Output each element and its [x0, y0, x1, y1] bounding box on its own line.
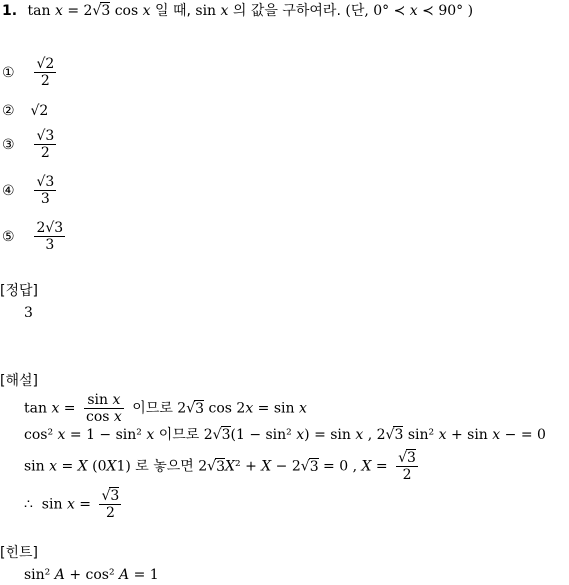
- explanation-line-3: sin x = X (0X1) 로 놓으면 2√3X² + X − 2√3 = 0 , X = $\frac{√3}{2}$: [24, 450, 416, 483]
- choice-4-denominator: 3: [40, 191, 50, 207]
- choice-4[interactable]: [2, 174, 60, 207]
- answer-label: [정답]: [0, 283, 38, 299]
- choice-4-numerator: √3: [36, 174, 55, 190]
- explanation-fraction-sin-cos: $\frac{\text{sin x}}{\text{cos x}}$: [86, 392, 122, 425]
- question-number: 1.: [2, 3, 18, 19]
- hint-label: [힌트]: [0, 545, 38, 561]
- explanation-fraction-final: $\frac{√3}{2}$: [101, 488, 120, 521]
- choice-5-mark: ⑤: [2, 228, 15, 245]
- choice-1-fraction: [34, 56, 56, 89]
- choice-3-fraction: [34, 128, 56, 161]
- choice-3-numerator: √3: [36, 128, 55, 144]
- explanation-fraction-x: $\frac{√3}{2}$: [398, 450, 416, 483]
- choice-5-fraction: [34, 220, 65, 253]
- explanation-line-2: cos² x = 1 − sin² x 이므로 2√3(1 − sin² x) = sin x , 2√3 sin² x + sin x − = 0: [24, 427, 546, 443]
- hint-text: sin² A + cos² A = 1: [24, 567, 159, 583]
- choice-1-numerator: √2: [36, 56, 55, 72]
- choice-1-denominator: 2: [40, 73, 50, 89]
- choice-1[interactable]: [2, 56, 60, 89]
- choice-2-mark: ②: [2, 103, 15, 119]
- question-stem: [2, 2, 473, 20]
- answer-value: 3: [24, 305, 33, 321]
- choice-4-fraction: [34, 174, 56, 207]
- choice-3-denominator: 2: [40, 145, 50, 161]
- explanation-label: [해설]: [0, 373, 38, 389]
- explanation-line-1: tan x = $\frac{\text{sin x}}{\text{cos x}}$ 이므로 2√3 cos 2x = sin x: [24, 392, 307, 425]
- choice-2[interactable]: [2, 102, 48, 120]
- choice-3-mark: ③: [2, 136, 15, 153]
- choice-4-mark: ④: [2, 182, 15, 199]
- explanation-line-4: ∴ sin x = $\frac{√3}{2}$: [24, 488, 120, 521]
- choice-3[interactable]: [2, 128, 60, 161]
- question-text: tan x = 2√3 cos x 일 때, sin x 의 값을 구하여라. (단, 0° ≺ x ≺ 90° ): [27, 3, 474, 19]
- choice-1-mark: ①: [2, 64, 15, 81]
- choice-2-text: √2: [30, 103, 49, 119]
- choice-5-numerator: 2√3: [36, 220, 64, 236]
- choice-5[interactable]: [2, 220, 69, 253]
- choice-5-denominator: 3: [45, 237, 55, 253]
